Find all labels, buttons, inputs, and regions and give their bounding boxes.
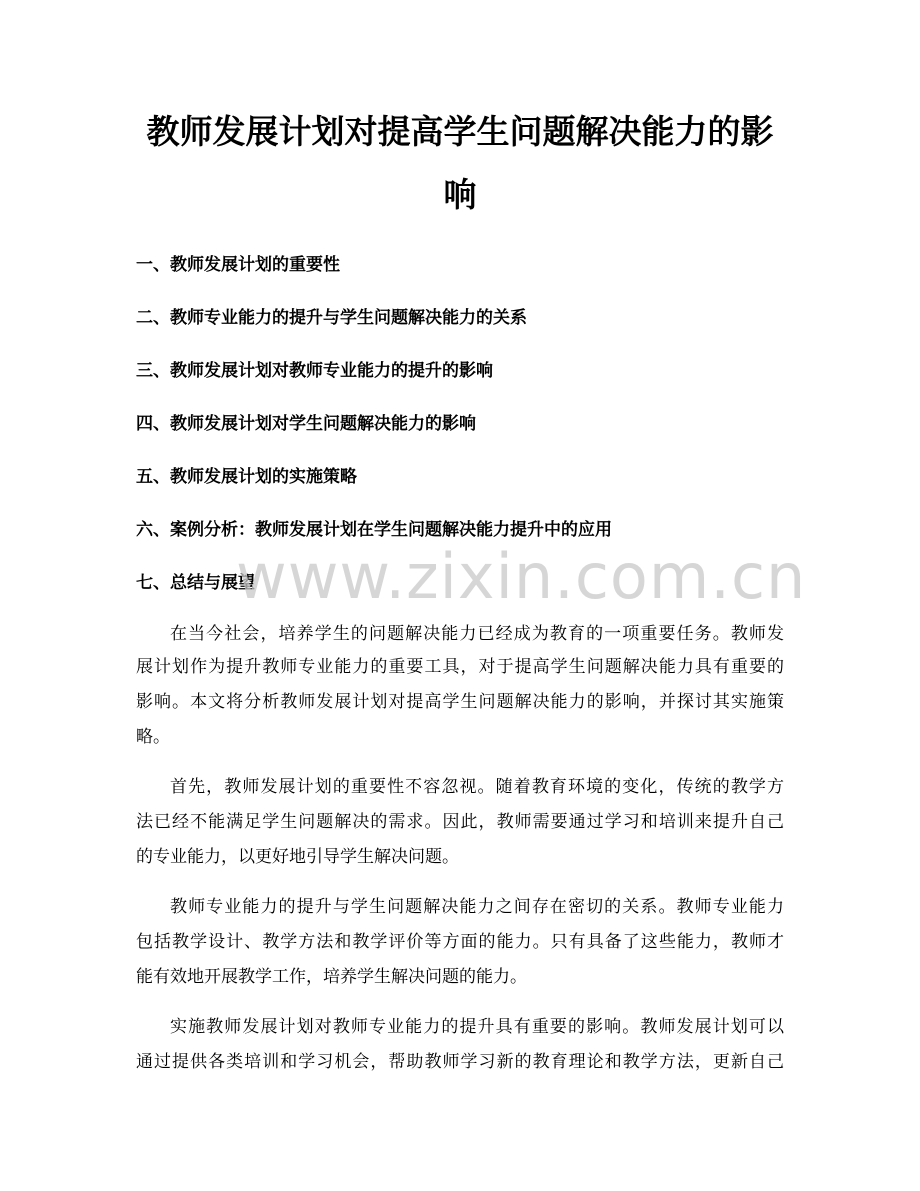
toc-item-5: 五、教师发展计划的实施策略: [136, 467, 357, 487]
paragraph-line: 展计划作为提升教师专业能力的重要工具，对于提高学生问题解决能力具有重要的: [136, 657, 784, 677]
toc-item-7: 七、总结与展望: [136, 573, 255, 593]
toc-item-6: 六、案例分析：教师发展计划在学生问题解决能力提升中的应用: [136, 520, 612, 540]
paragraph-line: 略。: [136, 727, 170, 747]
toc-item-4: 四、教师发展计划对学生问题解决能力的影响: [136, 414, 476, 434]
paragraph-line: 教师专业能力的提升与学生问题解决能力之间存在密切的关系。教师专业能力: [170, 897, 784, 917]
paragraph-line: 影响。本文将分析教师发展计划对提高学生问题解决能力的影响，并探讨其实施策: [136, 692, 784, 712]
paragraph-line: 包括教学设计、教学方法和教学评价等方面的能力。只有具备了这些能力，教师才: [136, 932, 784, 952]
paragraph-line: 能有效地开展教学工作，培养学生解决问题的能力。: [136, 967, 527, 987]
toc-item-3: 三、教师发展计划对教师专业能力的提升的影响: [136, 361, 493, 381]
watermark: www.zixin.com.cn: [236, 540, 807, 613]
toc-item-2: 二、教师专业能力的提升与学生问题解决能力的关系: [136, 308, 527, 328]
paragraph-line: 法已经不能满足学生问题解决的需求。因此，教师需要通过学习和培训来提升自己: [136, 812, 784, 832]
paragraph-line: 实施教师发展计划对教师专业能力的提升具有重要的影响。教师发展计划可以: [170, 1017, 784, 1037]
toc-item-1: 一、教师发展计划的重要性: [136, 255, 340, 275]
paragraph-line: 在当今社会，培养学生的问题解决能力已经成为教育的一项重要任务。教师发: [170, 624, 784, 644]
paragraph-line: 的专业能力，以更好地引导学生解决问题。: [136, 847, 459, 867]
document-title-line-2: 响: [443, 175, 477, 214]
paragraph-line: 通过提供各类培训和学习机会，帮助教师学习新的教育理论和教学方法，更新自己: [136, 1052, 784, 1072]
document-title-line-1: 教师发展计划对提高学生问题解决能力的影: [146, 112, 774, 151]
paragraph-line: 首先，教师发展计划的重要性不容忽视。随着教育环境的变化，传统的教学方: [170, 777, 784, 797]
